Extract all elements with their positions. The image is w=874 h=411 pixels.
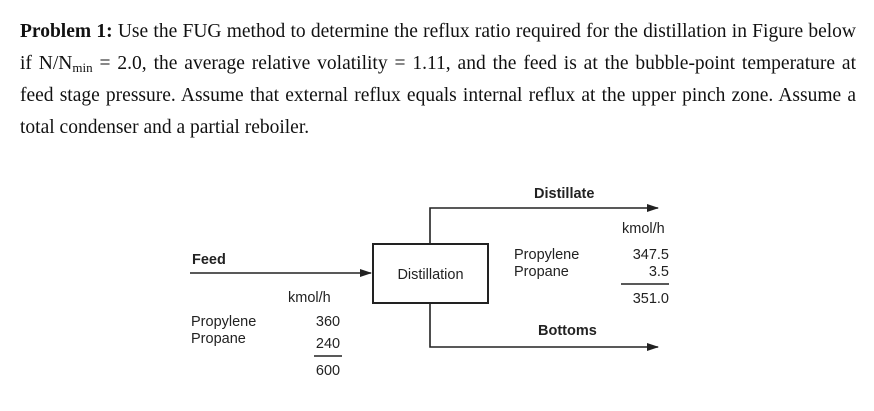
distillate-label: Distillate xyxy=(534,186,595,202)
problem-text-subscript: min xyxy=(72,60,93,75)
distillate-component-propane: Propane xyxy=(514,264,569,280)
feed-flow-propane: 240 xyxy=(315,336,341,352)
distillation-label: Distillation xyxy=(397,267,464,283)
bottoms-label: Bottoms xyxy=(538,323,597,339)
problem-label: Problem 1: xyxy=(20,21,113,42)
problem-text-part-2: = 2.0, the average relative volatility = 1.11, and the feed is at the bubble-point temperature at feed stage pressure. Assume that external reflux equals internal reflux at the upper pinch zone. Assume a total condenser and a partial reboiler. xyxy=(20,53,856,138)
feed-label: Feed xyxy=(192,252,226,268)
distillate-flow-propylene: 347.5 xyxy=(632,247,669,263)
distillate-flow-propane: 3.5 xyxy=(648,264,669,280)
distillate-component-propylene: Propylene xyxy=(514,247,580,263)
problem-text-part-1: Use the FUG method to determine the reflux ratio required for the distillation in Figure below if N/N xyxy=(20,21,856,74)
distillate-units: kmol/h xyxy=(622,221,665,237)
feed-flow-propylene: 360 xyxy=(315,314,341,330)
feed-total: 600 xyxy=(315,363,341,379)
feed-units: kmol/h xyxy=(288,290,331,306)
distillate-total: 351.0 xyxy=(632,291,669,307)
feed-component-propylene: Propylene xyxy=(191,314,257,330)
feed-component-propane: Propane xyxy=(191,331,246,347)
